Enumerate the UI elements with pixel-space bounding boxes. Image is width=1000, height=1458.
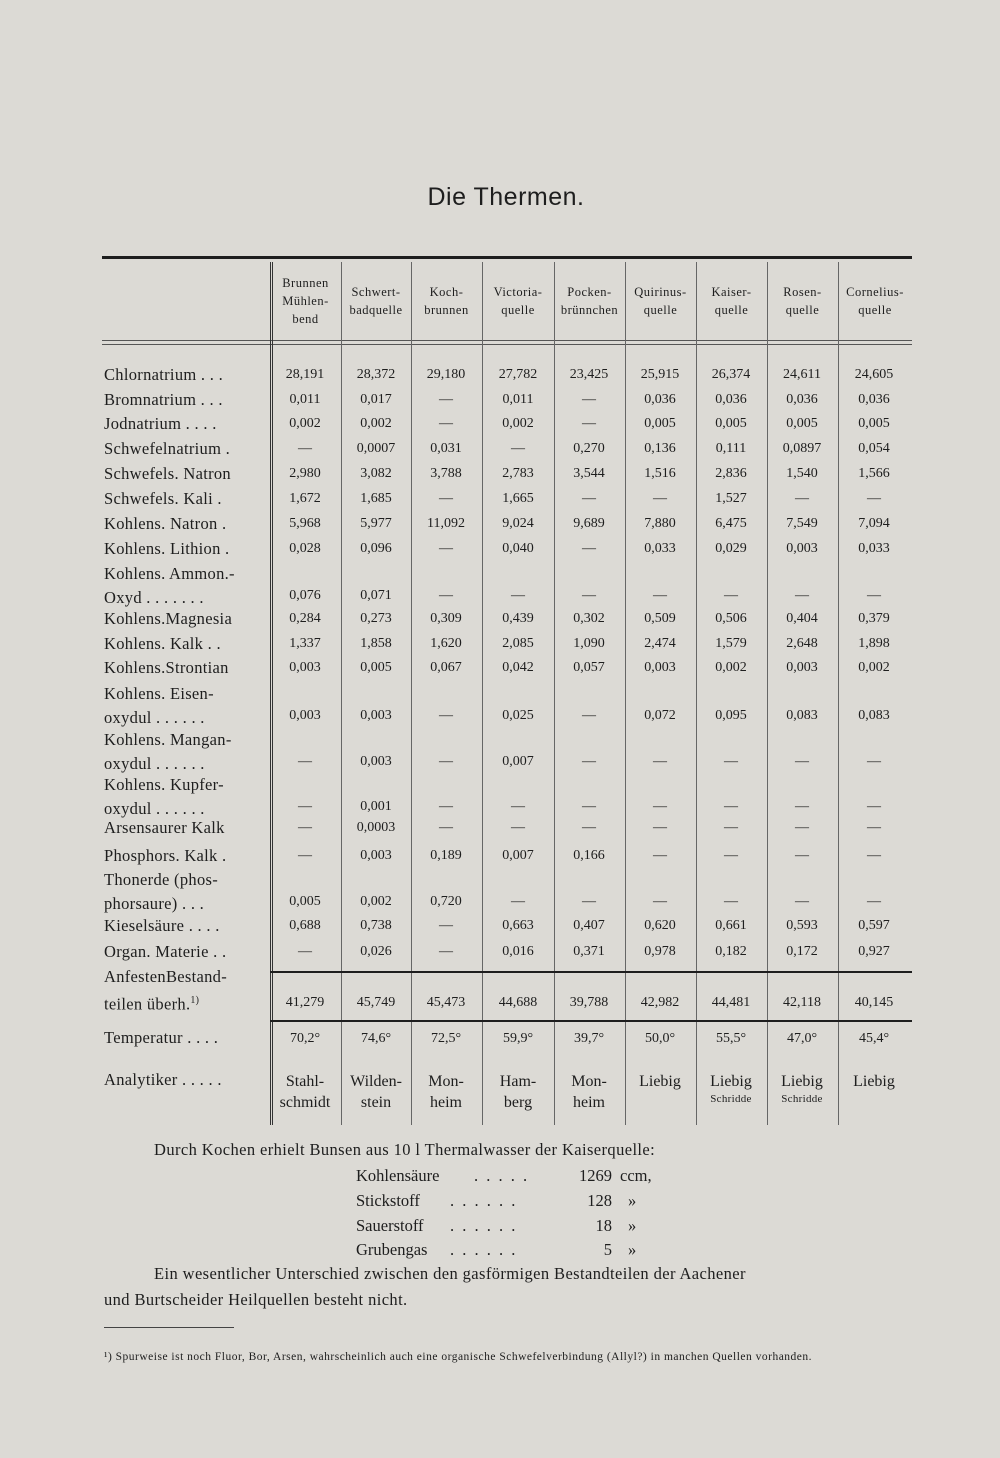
value-cell: — xyxy=(439,799,453,814)
value-cell: 0,0897 xyxy=(782,441,822,456)
value-cell: 0,011 xyxy=(289,392,321,407)
column-header: Cornelius- quelle xyxy=(846,285,904,317)
value-cell: — xyxy=(795,491,809,506)
value-cell: 1,665 xyxy=(502,491,534,506)
conclusion-line-2: und Burtscheider Heilquellen besteht nicht. xyxy=(104,1290,408,1309)
value-cell: 0,0007 xyxy=(356,441,396,456)
value-cell: 0,067 xyxy=(430,660,462,675)
column-header: Brunnen Mühlen- bend xyxy=(282,276,329,326)
value-cell: 0,005 xyxy=(644,416,676,431)
conclusion-line-1: Ein wesentlicher Unterschied zwischen den gasförmigen Bestandteilen der Aachener xyxy=(154,1264,746,1283)
value-cell: 0,661 xyxy=(715,918,747,933)
row-label: Kohlens. Kalk . . xyxy=(104,634,221,653)
row-label: Phosphors. Kalk . xyxy=(104,846,227,865)
value-cell: — xyxy=(511,820,525,835)
analyst-name: Stahl- schmidt xyxy=(279,1073,331,1111)
analyst-cell xyxy=(695,1071,767,1106)
column-header: Victoria- quelle xyxy=(493,285,543,317)
value-cell: 59,9° xyxy=(502,1031,534,1046)
value-cell: — xyxy=(582,820,596,835)
value-cell: 6,475 xyxy=(715,516,747,531)
row-label: Kohlens. Lithion . xyxy=(104,539,230,558)
row-label: Thonerde (phos- phorsaure) . . . xyxy=(104,870,219,913)
value-cell: 0,005 xyxy=(715,416,747,431)
row-label: Kohlens. Kupfer- oxydul . . . . . . xyxy=(104,775,224,818)
value-cell: — xyxy=(439,588,453,603)
value-cell: 1,337 xyxy=(289,636,321,651)
row-label: Schwefelnatrium . xyxy=(104,439,231,458)
value-cell: — xyxy=(867,491,881,506)
analyst-name: Mon- heim xyxy=(571,1073,607,1111)
value-cell: — xyxy=(653,799,667,814)
analyst-cell xyxy=(766,1071,838,1106)
row-label: Kohlens.Magnesia xyxy=(104,609,233,628)
value-cell: 0,033 xyxy=(858,541,890,556)
value-cell: — xyxy=(582,754,596,769)
row-label: Kohlens. Mangan- oxydul . . . . . . xyxy=(104,730,232,773)
value-cell: — xyxy=(582,541,596,556)
analyst-cell xyxy=(410,1071,482,1113)
value-cell: — xyxy=(653,491,667,506)
temperature-label: Temperatur . . . . xyxy=(104,1028,219,1047)
row-label: Kohlens. Ammon.- Oxyd . . . . . . . xyxy=(104,564,235,607)
value-cell: 3,788 xyxy=(430,466,462,481)
value-cell: 1,672 xyxy=(289,491,321,506)
gas-unit: ccm, xyxy=(620,1166,652,1185)
value-cell: — xyxy=(653,894,667,909)
total-label-text: AnfestenBestand- teilen überh. xyxy=(104,967,228,1014)
value-cell: 0,057 xyxy=(573,660,605,675)
value-cell: 0,071 xyxy=(360,588,392,603)
value-cell: — xyxy=(867,848,881,863)
value-cell: 3,544 xyxy=(573,466,605,481)
value-cell: 0,003 xyxy=(289,708,321,723)
value-cell: 0,040 xyxy=(502,541,534,556)
analyst-name: Liebig xyxy=(853,1073,895,1090)
value-cell: 0,003 xyxy=(360,848,392,863)
value-cell: 0,002 xyxy=(289,416,321,431)
value-cell: 44,481 xyxy=(711,995,751,1010)
value-cell: — xyxy=(439,541,453,556)
value-cell: 44,688 xyxy=(498,995,538,1010)
value-cell: 7,094 xyxy=(858,516,890,531)
value-cell: 70,2° xyxy=(289,1031,321,1046)
value-cell: 0,005 xyxy=(289,894,321,909)
value-cell: 9,689 xyxy=(573,516,605,531)
value-cell: 0,003 xyxy=(644,660,676,675)
value-cell: 1,898 xyxy=(858,636,890,651)
analyst-co-author: Schridde xyxy=(710,1093,752,1105)
footnote-rule xyxy=(104,1327,234,1328)
gas-leader-dots: . . . . . xyxy=(474,1166,530,1185)
value-cell: 0,001 xyxy=(360,799,392,814)
row-label: Kohlens.Strontian xyxy=(104,658,229,677)
value-cell: 0,302 xyxy=(573,611,605,626)
analyst-name: Ham- berg xyxy=(499,1073,537,1111)
value-cell: — xyxy=(582,392,596,407)
value-cell: 25,915 xyxy=(640,367,680,382)
value-cell: — xyxy=(795,754,809,769)
value-cell: 5,968 xyxy=(289,516,321,531)
value-cell: — xyxy=(439,416,453,431)
value-cell: 0,597 xyxy=(858,918,890,933)
value-cell: 0,111 xyxy=(715,441,747,456)
value-cell: 0,036 xyxy=(858,392,890,407)
header-rule xyxy=(102,344,912,345)
value-cell: — xyxy=(653,848,667,863)
value-cell: — xyxy=(795,820,809,835)
value-cell: 0,005 xyxy=(786,416,818,431)
value-cell: 0,284 xyxy=(289,611,321,626)
value-cell: 0,003 xyxy=(289,660,321,675)
value-cell: — xyxy=(653,820,667,835)
value-cell: 1,685 xyxy=(360,491,392,506)
value-cell: — xyxy=(298,820,312,835)
value-cell: — xyxy=(298,944,312,959)
value-cell: 0,663 xyxy=(502,918,534,933)
value-cell: — xyxy=(724,894,738,909)
value-cell: — xyxy=(724,754,738,769)
value-cell: — xyxy=(795,848,809,863)
column-header: Quirinus- quelle xyxy=(634,285,687,317)
value-cell: 0,003 xyxy=(360,708,392,723)
value-cell: 2,474 xyxy=(644,636,676,651)
sum-rule xyxy=(270,971,912,973)
value-cell: 0,036 xyxy=(715,392,747,407)
value-cell: 0,166 xyxy=(573,848,605,863)
value-cell: 0,273 xyxy=(360,611,392,626)
gas-volume: 128 xyxy=(587,1191,612,1210)
analysts-label: Analytiker . . . . . xyxy=(104,1070,222,1089)
page-title: Die Thermen. xyxy=(427,183,585,211)
column-header: Schwert- badquelle xyxy=(349,285,403,317)
value-cell: — xyxy=(439,708,453,723)
value-cell: 0,011 xyxy=(502,392,534,407)
analyst-cell xyxy=(482,1071,554,1113)
bunsen-intro: Durch Kochen erhielt Bunsen aus 10 l Thermalwasser der Kaiserquelle: xyxy=(154,1140,656,1159)
value-cell: 0,003 xyxy=(360,754,392,769)
value-cell: 0,620 xyxy=(644,918,676,933)
value-cell: 27,782 xyxy=(498,367,538,382)
analyst-name: Liebig xyxy=(710,1073,752,1090)
value-cell: — xyxy=(298,799,312,814)
value-cell: 0,036 xyxy=(644,392,676,407)
value-cell: 0,036 xyxy=(786,392,818,407)
value-cell: 0,003 xyxy=(786,660,818,675)
value-cell: 28,372 xyxy=(356,367,396,382)
gas-leader-dots: . . . . . . xyxy=(450,1240,518,1259)
row-label: Organ. Materie . . xyxy=(104,942,227,961)
row-label: Kieselsäure . . . . xyxy=(104,916,220,935)
value-cell: — xyxy=(867,820,881,835)
value-cell: 1,090 xyxy=(573,636,605,651)
value-cell: 39,7° xyxy=(573,1031,605,1046)
value-cell: 0,007 xyxy=(502,848,534,863)
value-cell: — xyxy=(298,848,312,863)
analyst-cell xyxy=(269,1071,341,1113)
value-cell: — xyxy=(582,894,596,909)
value-cell: 0,506 xyxy=(715,611,747,626)
row-label: Kohlens. Natron . xyxy=(104,514,227,533)
value-cell: 0,033 xyxy=(644,541,676,556)
row-label: Jodnatrium . . . . xyxy=(104,414,217,433)
value-cell: 7,549 xyxy=(786,516,818,531)
column-header: Pocken- brünnchen xyxy=(560,285,619,317)
value-cell: 1,540 xyxy=(786,466,818,481)
value-cell: 0,016 xyxy=(502,944,534,959)
value-cell: 0,270 xyxy=(573,441,605,456)
value-cell: 47,0° xyxy=(786,1031,818,1046)
analyst-name: Liebig xyxy=(781,1073,823,1090)
column-header: Kaiser- quelle xyxy=(711,285,752,317)
value-cell: 24,605 xyxy=(854,367,894,382)
row-label: Schwefels. Natron xyxy=(104,464,231,483)
gas-volume: 1269 xyxy=(579,1166,612,1185)
value-cell: 0,031 xyxy=(430,441,462,456)
value-cell: 0,720 xyxy=(430,894,462,909)
gas-name: Stickstoff xyxy=(356,1191,420,1210)
value-cell: — xyxy=(511,799,525,814)
value-cell: — xyxy=(795,894,809,909)
value-cell: 0,072 xyxy=(644,708,676,723)
value-cell: 55,5° xyxy=(715,1031,747,1046)
value-cell: 0,076 xyxy=(289,588,321,603)
value-cell: 72,5° xyxy=(430,1031,462,1046)
analyst-name: Liebig xyxy=(639,1073,681,1090)
value-cell: 0,028 xyxy=(289,541,321,556)
analyst-name: Wilden- stein xyxy=(350,1073,402,1111)
value-cell: 0,054 xyxy=(858,441,890,456)
row-label: Arsensaurer Kalk xyxy=(104,818,225,837)
column-header: Koch- brunnen xyxy=(424,285,469,317)
value-cell: — xyxy=(298,441,312,456)
value-cell: 1,566 xyxy=(858,466,890,481)
value-cell: 74,6° xyxy=(360,1031,392,1046)
value-cell: — xyxy=(298,754,312,769)
value-cell: 0,593 xyxy=(786,918,818,933)
row-label: Schwefels. Kali . xyxy=(104,489,222,508)
value-cell: 45,4° xyxy=(858,1031,890,1046)
gas-name: Kohlensäure xyxy=(356,1166,440,1185)
value-cell: 2,648 xyxy=(786,636,818,651)
value-cell: 0,0003 xyxy=(356,820,396,835)
value-cell: 0,095 xyxy=(715,708,747,723)
value-cell: 2,980 xyxy=(289,466,321,481)
value-cell: 3,082 xyxy=(360,466,392,481)
value-cell: — xyxy=(439,944,453,959)
value-cell: 0,017 xyxy=(360,392,392,407)
value-cell: — xyxy=(724,848,738,863)
value-cell: 40,145 xyxy=(854,995,894,1010)
value-cell: 24,611 xyxy=(783,367,821,382)
value-cell: 0,136 xyxy=(644,441,676,456)
analyst-cell xyxy=(553,1071,625,1113)
value-cell: — xyxy=(439,820,453,835)
value-cell: 0,189 xyxy=(430,848,462,863)
value-cell: 50,0° xyxy=(644,1031,676,1046)
gas-unit: » xyxy=(628,1216,637,1235)
value-cell: — xyxy=(724,588,738,603)
value-cell: — xyxy=(795,799,809,814)
total-label xyxy=(104,965,262,1017)
value-cell: 0,379 xyxy=(858,611,890,626)
value-cell: 0,002 xyxy=(360,894,392,909)
row-label: Chlornatrium . . . xyxy=(104,365,224,384)
value-cell: — xyxy=(582,491,596,506)
value-cell: 0,029 xyxy=(715,541,747,556)
analyst-cell xyxy=(340,1071,412,1113)
value-cell: 0,978 xyxy=(644,944,676,959)
value-cell: 0,688 xyxy=(289,918,321,933)
value-cell: — xyxy=(867,754,881,769)
value-cell: — xyxy=(439,491,453,506)
gas-volume: 18 xyxy=(595,1216,612,1235)
value-cell: 9,024 xyxy=(502,516,534,531)
gas-leader-dots: . . . . . . xyxy=(450,1191,518,1210)
value-cell: — xyxy=(582,588,596,603)
value-cell: 0,007 xyxy=(502,754,534,769)
analyst-cell xyxy=(838,1071,910,1092)
value-cell: 29,180 xyxy=(426,367,466,382)
value-cell: 0,182 xyxy=(715,944,747,959)
footnote: ¹) Spurweise ist noch Fluor, Bor, Arsen, wahrscheinlich auch eine organische Schwefelverbindung (Allyl?) in manchen Quellen vorhanden. xyxy=(104,1351,813,1363)
value-cell: 0,096 xyxy=(360,541,392,556)
sum-rule xyxy=(270,1020,912,1022)
value-cell: 2,783 xyxy=(502,466,534,481)
table-top-rule xyxy=(102,256,912,259)
value-cell: 0,005 xyxy=(360,660,392,675)
value-cell: — xyxy=(724,799,738,814)
gas-name: Grubengas xyxy=(356,1240,428,1259)
value-cell: 28,191 xyxy=(285,367,325,382)
value-cell: 42,982 xyxy=(640,995,680,1010)
value-cell: 0,309 xyxy=(430,611,462,626)
value-cell: 1,858 xyxy=(360,636,392,651)
footnote-mark: 1) xyxy=(190,995,200,1006)
value-cell: — xyxy=(582,708,596,723)
row-label: Kohlens. Eisen- oxydul . . . . . . xyxy=(104,684,214,727)
value-cell: 45,749 xyxy=(356,995,396,1010)
value-cell: 0,005 xyxy=(858,416,890,431)
value-cell: — xyxy=(511,588,525,603)
value-cell: 23,425 xyxy=(569,367,609,382)
value-cell: 2,836 xyxy=(715,466,747,481)
value-cell: — xyxy=(653,754,667,769)
value-cell: — xyxy=(439,754,453,769)
analyst-co-author: Schridde xyxy=(781,1093,823,1105)
value-cell: 1,516 xyxy=(644,466,676,481)
value-cell: 5,977 xyxy=(360,516,392,531)
gas-name: Sauerstoff xyxy=(356,1216,424,1235)
value-cell: — xyxy=(867,588,881,603)
value-cell: 0,003 xyxy=(786,541,818,556)
value-cell: — xyxy=(653,588,667,603)
value-cell: 0,083 xyxy=(858,708,890,723)
value-cell: 0,738 xyxy=(360,918,392,933)
value-cell: 0,083 xyxy=(786,708,818,723)
value-cell: 0,509 xyxy=(644,611,676,626)
value-cell: 0,172 xyxy=(786,944,818,959)
value-cell: 26,374 xyxy=(711,367,751,382)
value-cell: 45,473 xyxy=(426,995,466,1010)
analyst-name: Mon- heim xyxy=(428,1073,464,1111)
value-cell: 0,371 xyxy=(573,944,605,959)
value-cell: 11,092 xyxy=(427,516,465,531)
gas-unit: » xyxy=(628,1240,637,1259)
gas-volume: 5 xyxy=(603,1240,612,1259)
header-rule xyxy=(102,340,912,341)
value-cell: 2,085 xyxy=(502,636,534,651)
value-cell: 0,026 xyxy=(360,944,392,959)
column-header: Rosen- quelle xyxy=(783,285,822,317)
value-cell: 39,788 xyxy=(569,995,609,1010)
value-cell: 0,002 xyxy=(360,416,392,431)
value-cell: — xyxy=(867,799,881,814)
value-cell: 0,407 xyxy=(573,918,605,933)
value-cell: — xyxy=(511,441,525,456)
row-label: Bromnatrium . . . xyxy=(104,390,223,409)
value-cell: — xyxy=(724,820,738,835)
value-cell: 0,002 xyxy=(715,660,747,675)
value-cell: 42,118 xyxy=(783,995,821,1010)
value-cell: 0,042 xyxy=(502,660,534,675)
value-cell: 1,579 xyxy=(715,636,747,651)
value-cell: 7,880 xyxy=(644,516,676,531)
value-cell: — xyxy=(582,799,596,814)
value-cell: 1,527 xyxy=(715,491,747,506)
value-cell: — xyxy=(439,392,453,407)
value-cell: 0,002 xyxy=(502,416,534,431)
value-cell: 0,404 xyxy=(786,611,818,626)
value-cell: 0,002 xyxy=(858,660,890,675)
value-cell: 0,927 xyxy=(858,944,890,959)
value-cell: — xyxy=(511,894,525,909)
value-cell: 0,025 xyxy=(502,708,534,723)
value-cell: — xyxy=(795,588,809,603)
analyst-cell xyxy=(624,1071,696,1092)
value-cell: — xyxy=(582,416,596,431)
value-cell: — xyxy=(439,918,453,933)
gas-leader-dots: . . . . . . xyxy=(450,1216,518,1235)
gas-unit: » xyxy=(628,1191,637,1210)
value-cell: — xyxy=(867,894,881,909)
value-cell: 0,439 xyxy=(502,611,534,626)
value-cell: 1,620 xyxy=(430,636,462,651)
value-cell: 41,279 xyxy=(285,995,325,1010)
